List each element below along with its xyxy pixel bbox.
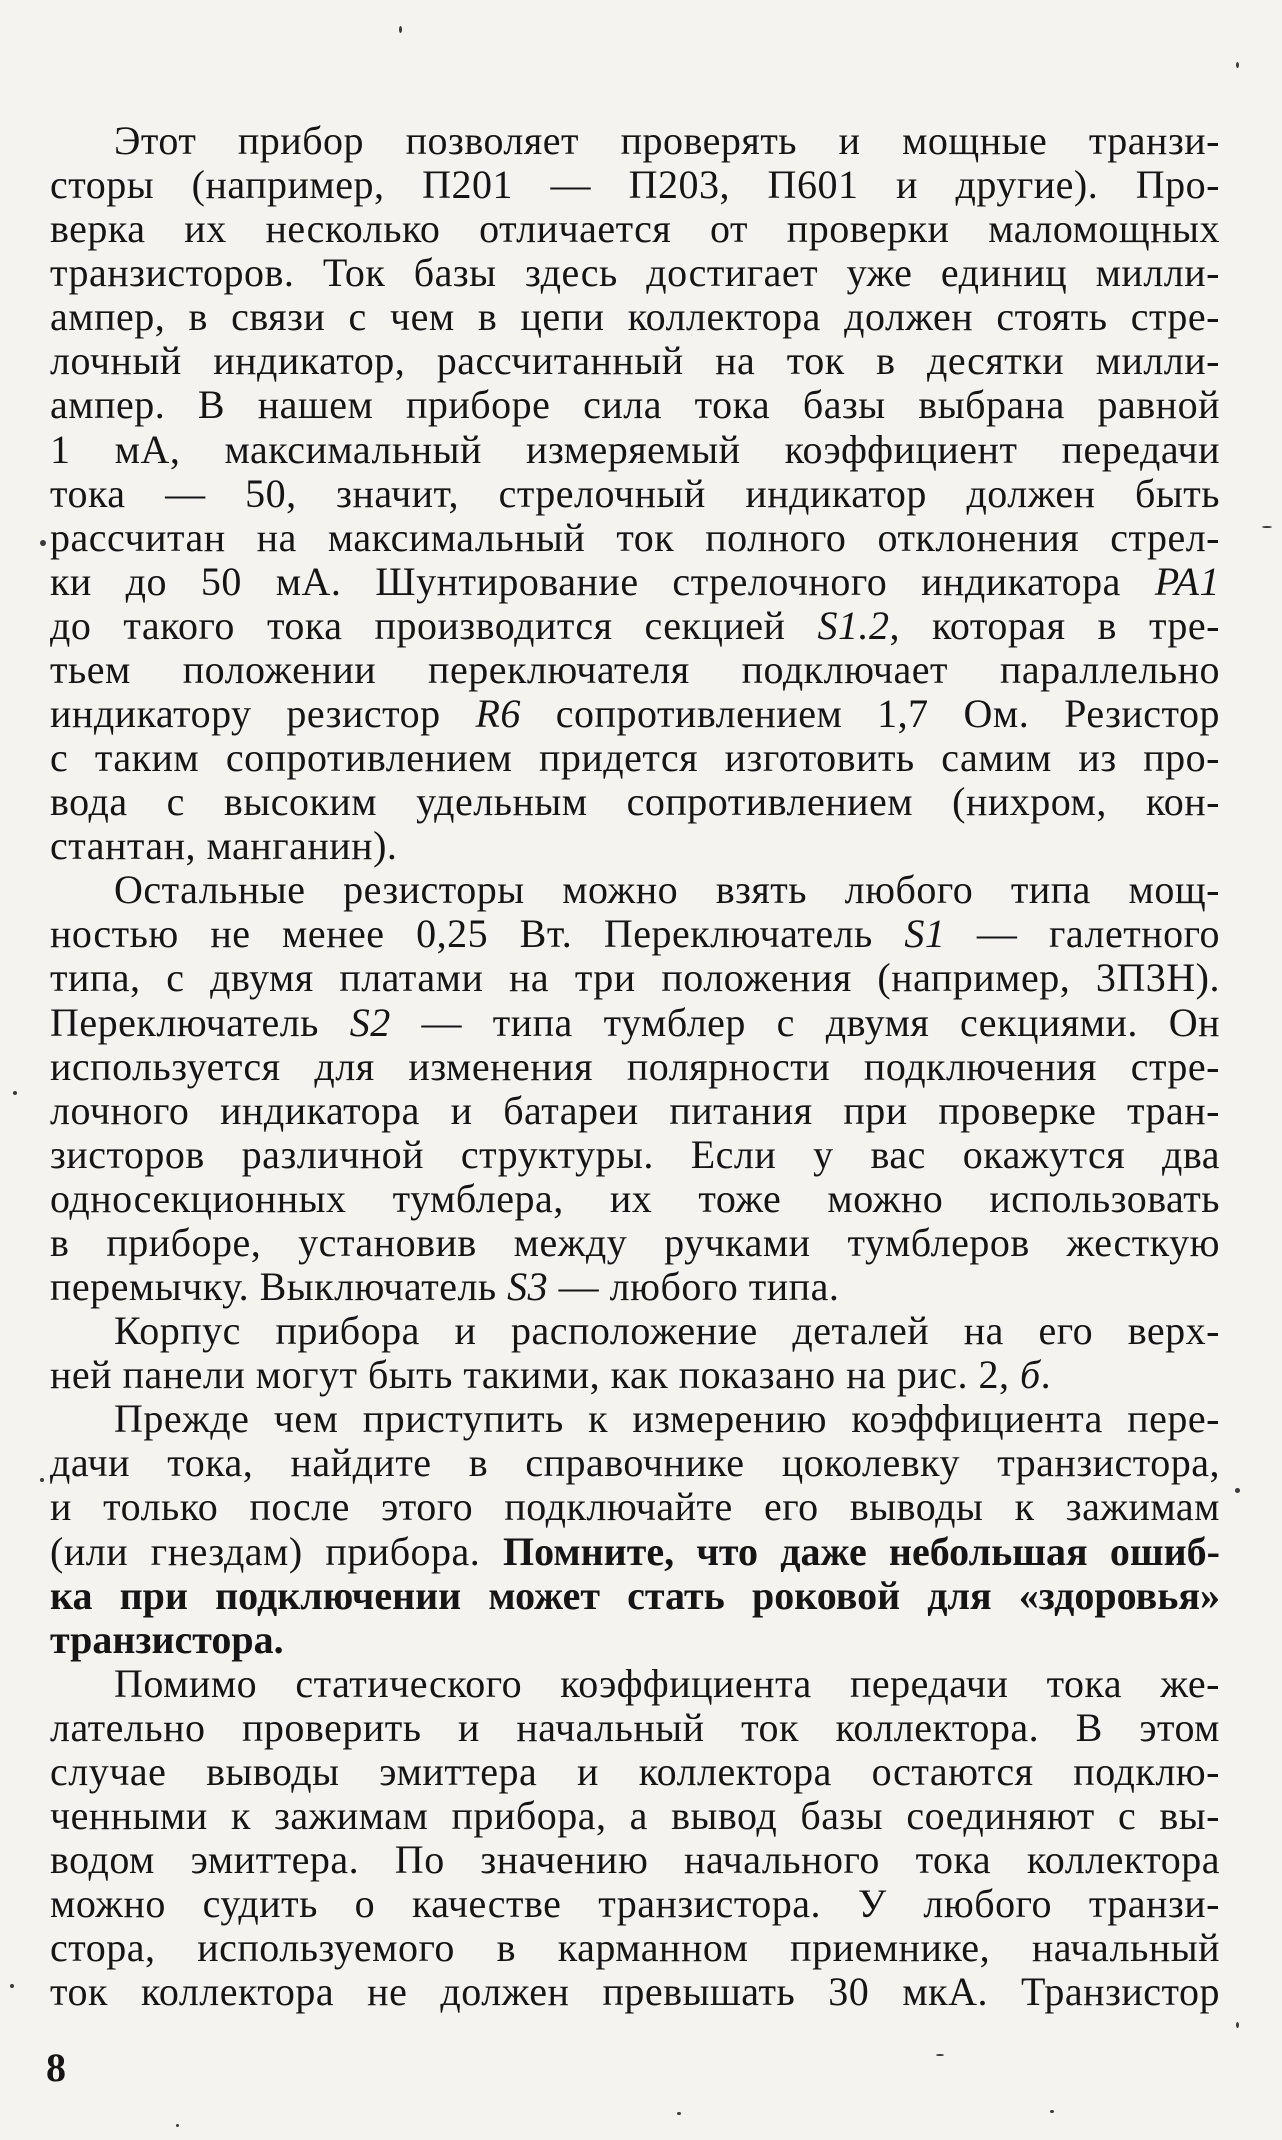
text-line: случае выводы эмиттера и коллектора остаются подклю- — [50, 1748, 1220, 1794]
text-run: ностью не менее 0,25 Вт. Переключатель — [50, 911, 905, 957]
paragraph-2 — [50, 868, 1220, 1309]
text-line — [50, 560, 1220, 604]
text-line: в приборе, установив между ручками тумблеров жесткую — [50, 1219, 1220, 1265]
text-line — [50, 1001, 1220, 1045]
page-number: 8 — [46, 2045, 66, 2090]
text-line: лательно проверить и начальный ток коллектора. В этом — [50, 1704, 1220, 1750]
text-line: сторы (например, П201 — П203, П601 и другие). Про- — [50, 162, 1220, 208]
paragraph-3 — [50, 1309, 1220, 1397]
text-line: стора, используемого в карманном приемнике, начальный — [50, 1925, 1220, 1971]
text-line: водом эмиттера. По значению начального тока коллектора — [50, 1837, 1220, 1883]
text-line: рассчитан на максимальный ток полного отклонения стрел- — [50, 514, 1220, 560]
text-line — [50, 1530, 1220, 1574]
text-line: лочного индикатора и батареи питания при проверке тран- — [50, 1087, 1220, 1133]
text-run: — галетного — [945, 911, 1220, 957]
text-line: с таким сопротивлением придется изготовить самим из про- — [50, 735, 1220, 781]
scan-speck — [1050, 2110, 1054, 2113]
scan-speck — [1236, 62, 1239, 68]
text-run: до такого тока производится секцией — [50, 602, 818, 648]
text-run: — любого типа. — [548, 1264, 840, 1310]
text-line — [50, 692, 1220, 736]
component-designator: PA1 — [1154, 558, 1220, 604]
text-run: сопротивлением 1,7 Ом. Резистор — [520, 691, 1221, 737]
text-line: 1 мА, максимальный измеряемый коэффициент передачи — [50, 426, 1220, 472]
scan-speck — [1262, 526, 1272, 528]
text-run: ней панели могут быть такими, как показано на рис. 2, — [50, 1352, 1020, 1398]
component-designator: S1.2 — [817, 602, 890, 648]
text-line: зисторов различной структуры. Если у вас окажутся два — [50, 1131, 1220, 1177]
component-designator: S3 — [507, 1264, 549, 1310]
paragraph-1 — [50, 119, 1220, 868]
paragraph-4 — [50, 1397, 1220, 1661]
text-line: Помимо статического коэффициента передачи тока же- — [114, 1660, 1220, 1706]
scan-speck — [176, 2124, 179, 2127]
scan-speck — [1236, 2022, 1239, 2028]
text-run: перемычку. Выключатель — [50, 1264, 508, 1310]
text-line: ампер, в связи с чем в цепи коллектора должен стоять стре- — [50, 294, 1220, 340]
component-designator: S1 — [904, 911, 946, 957]
component-designator: R6 — [475, 691, 521, 737]
text-line: Корпус прибора и расположение деталей на его верх- — [114, 1308, 1220, 1354]
scan-speck — [10, 1984, 14, 1988]
warning-text-line: транзистора. — [50, 1616, 284, 1662]
text-line — [50, 1353, 1220, 1397]
text-line: стантан, манганин). — [50, 823, 398, 869]
text-run: — типа тумблер с двумя секциями. Он — [390, 999, 1220, 1045]
text-line: ампер. В нашем приборе сила тока базы выбрана равной — [50, 382, 1220, 428]
scan-speck — [40, 1478, 44, 1482]
text-run: индикатору резистор — [50, 691, 476, 737]
scan-speck — [1235, 1488, 1240, 1493]
text-line: тьем положении переключателя подключает параллельно — [50, 646, 1220, 692]
figure-reference: б — [1019, 1352, 1041, 1398]
scan-speck — [936, 2054, 944, 2056]
text-line: типа, с двумя платами на три положения (например, 3П3Н). — [50, 955, 1220, 1001]
scan-speck — [13, 1091, 17, 1095]
text-line: Прежде чем приступить к измерению коэффициента пере- — [114, 1396, 1220, 1442]
text-run: (или гнездам) прибора. — [50, 1528, 504, 1574]
text-line: тока — 50, значит, стрелочный индикатор должен быть — [50, 470, 1220, 516]
paragraph-5 — [50, 1662, 1220, 2015]
text-line — [50, 912, 1220, 956]
text-line — [50, 1265, 1220, 1309]
text-line: верка их несколько отличается от проверки маломощных — [50, 206, 1220, 252]
text-line: дачи тока, найдите в справочнике цоколевку транзистора, — [50, 1440, 1220, 1486]
text-run: ки до 50 мА. Шунтирование стрелочного индикатора — [50, 558, 1155, 604]
text-line: Остальные резисторы можно взять любого типа мощ- — [114, 867, 1220, 913]
text-line — [50, 604, 1220, 648]
text-line: ток коллектора не должен превышать 30 мкА. Транзистор — [50, 1969, 1220, 2015]
text-line: транзисторов. Ток базы здесь достигает уже единиц милли- — [50, 250, 1220, 296]
warning-text: Помните, что даже небольшая ошиб- — [503, 1528, 1221, 1574]
text-line: вода с высоким удельным сопротивлением (нихром, кон- — [50, 779, 1220, 825]
component-designator: S2 — [349, 999, 391, 1045]
text-run: , которая в тре- — [889, 602, 1220, 648]
text-run: Переключатель — [50, 999, 350, 1045]
body-text — [50, 119, 1220, 2014]
text-line: лочный индикатор, рассчитанный на ток в десятки милли- — [50, 338, 1220, 384]
scan-speck — [40, 540, 46, 546]
scan-speck — [399, 26, 402, 33]
warning-text-line: ка при подключении может стать роковой для «здоровья» — [50, 1572, 1220, 1618]
text-line: и только после этого подключайте его выводы к зажимам — [50, 1484, 1220, 1530]
text-line: можно судить о качестве транзистора. У любого транзи- — [50, 1881, 1220, 1927]
text-line: односекционных тумблера, их тоже можно использовать — [50, 1175, 1220, 1221]
text-line: используется для изменения полярности подключения стре- — [50, 1043, 1220, 1089]
text-line: Этот прибор позволяет проверять и мощные транзи- — [114, 118, 1220, 163]
text-line: ченными к зажимам прибора, а вывод базы соединяют с вы- — [50, 1792, 1220, 1838]
text-run: . — [1040, 1352, 1052, 1398]
scan-speck — [677, 2112, 681, 2115]
